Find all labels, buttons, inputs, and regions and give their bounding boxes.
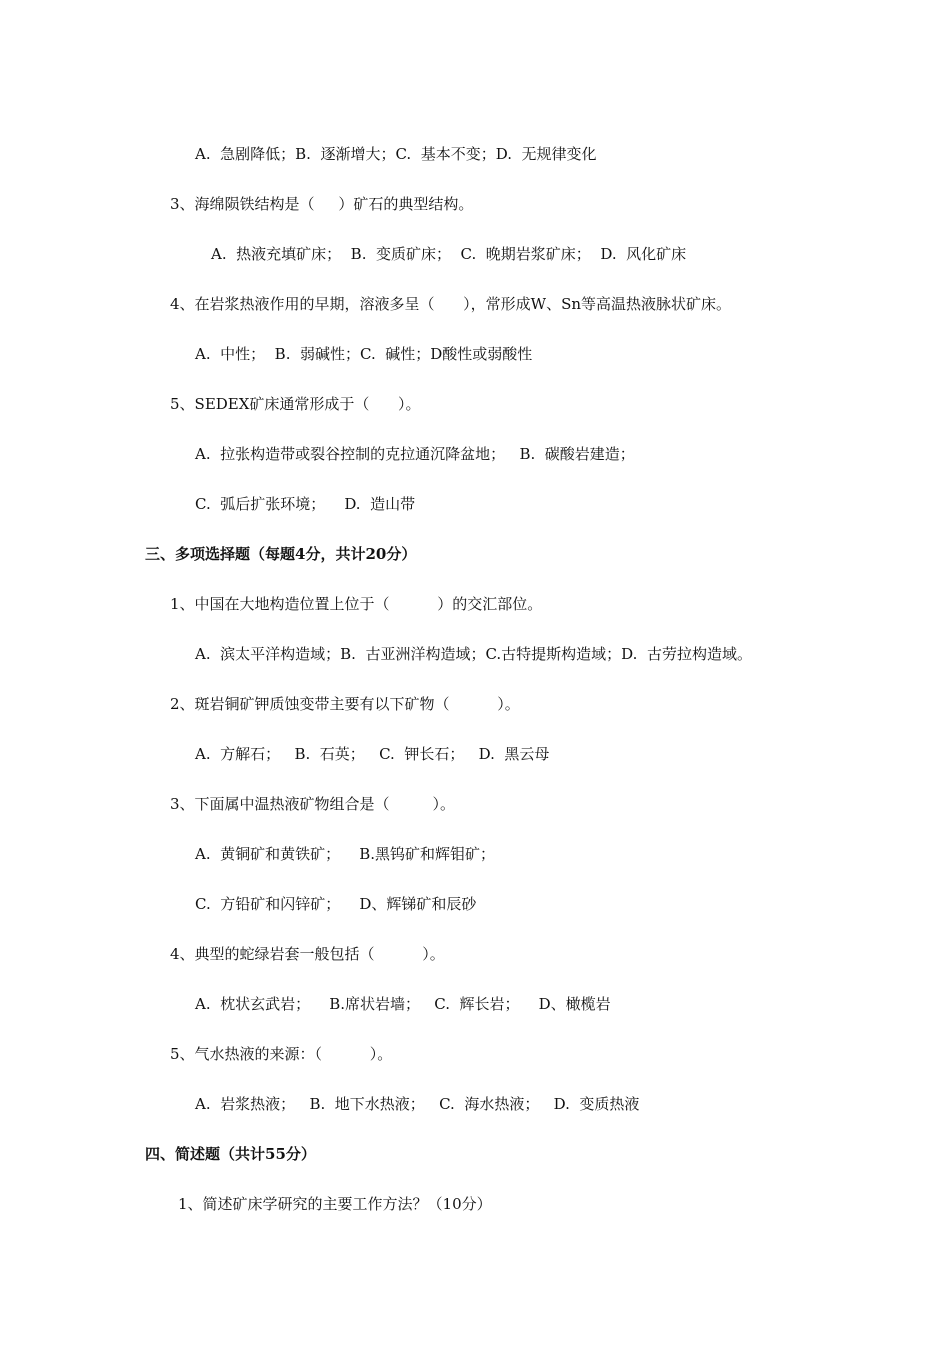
short-answer-question-1: 1、简述矿床学研究的主要工作方法？（10分） [178,1195,492,1213]
mc-question-2: 2、斑岩铜矿钾质蚀变带主要有以下矿物（ ）。 [170,695,520,713]
mc-question-3: 3、下面属中温热液矿物组合是（ ）。 [170,795,455,813]
question-5: 5、SEDEX矿床通常形成于（ ）。 [170,395,421,413]
option-line-q5-cd: C. 弧后扩张环境； D. 造山带 [195,495,416,513]
option-line-q2: A. 急剧降低；B. 逐渐增大；C. 基本不变；D. 无规律变化 [195,145,597,163]
option-line-q4: A. 中性； B. 弱碱性；C. 碱性；D酸性或弱酸性 [195,345,533,363]
question-4: 4、在岩浆热液作用的早期，溶液多呈（ ），常形成W、Sn等高温热液脉状矿床。 [170,295,732,313]
section-heading-multiple-choice: 三、多项选择题（每题4分，共计20分） [145,545,417,563]
option-line-q5-ab: A. 拉张构造带或裂谷控制的克拉通沉降盆地； B. 碳酸岩建造； [195,445,635,463]
mc-option-line-3-ab: A. 黄铜矿和黄铁矿； B.黑钨矿和辉钼矿； [195,845,496,863]
mc-option-line-1: A. 滨太平洋构造域；B. 古亚洲洋构造域；C.古特提斯构造域；D. 古劳拉构造域。 [195,645,752,663]
mc-option-line-5: A. 岩浆热液； B. 地下水热液； C. 海水热液； D. 变质热液 [195,1095,640,1113]
question-3: 3、海绵陨铁结构是（ ）矿石的典型结构。 [170,195,474,213]
section-heading-short-answer: 四、简述题（共计55分） [145,1145,316,1163]
option-line-q3: A. 热液充填矿床； B. 变质矿床； C. 晚期岩浆矿床； D. 风化矿床 [211,245,687,263]
mc-question-1: 1、中国在大地构造位置上位于（ ）的交汇部位。 [170,595,543,613]
mc-option-line-4: A. 枕状玄武岩； B.席状岩墙； C. 辉长岩； D、橄榄岩 [195,995,611,1013]
mc-question-5: 5、气水热液的来源：（ ）。 [170,1045,393,1063]
mc-question-4: 4、典型的蛇绿岩套一般包括（ ）。 [170,945,445,963]
mc-option-line-2: A. 方解石； B. 石英； C. 钾长石； D. 黑云母 [195,745,550,763]
mc-option-line-3-cd: C. 方铅矿和闪锌矿； D、辉锑矿和辰砂 [195,895,477,913]
